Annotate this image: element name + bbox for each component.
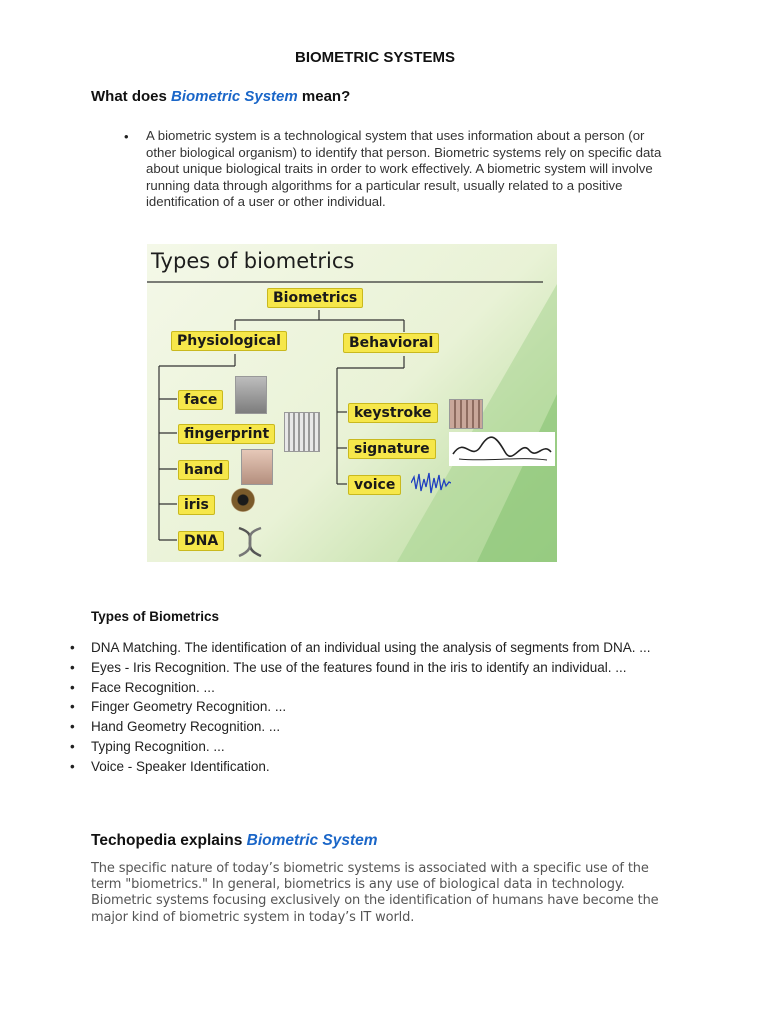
bullet-icon: •	[70, 738, 75, 754]
label-hand: hand	[178, 460, 229, 480]
question-heading	[91, 88, 350, 105]
list-item: • Eyes - Iris Recognition. The use of the features found in the iris to identify an individual. ...	[70, 658, 710, 678]
signature-image-icon	[449, 432, 555, 466]
bullet-icon: •	[70, 679, 75, 695]
label-dna: DNA	[178, 531, 224, 551]
list-item: • Face Recognition. ...	[70, 678, 710, 698]
label-keystroke: keystroke	[348, 403, 438, 423]
intro-paragraph: A biometric system is a technological system that uses information about a person (or other biological organism) to identify that person. Biometric systems rely on specific data about unique biological traits in order to work effectively. A biometric system will involve running data through algorithms for a particular result, usually related to a positive identification of a user or other individual.	[146, 128, 662, 209]
label-behavioral: Behavioral	[343, 333, 439, 353]
label-signature: signature	[348, 439, 436, 459]
label-fingerprint: fingerprint	[178, 424, 275, 444]
bullet-icon: •	[70, 659, 75, 675]
list-item: • Typing Recognition. ...	[70, 737, 710, 757]
techopedia-highlight-link[interactable]: Biometric System	[246, 832, 378, 849]
bullet-icon: •	[70, 719, 75, 735]
dna-helix-icon	[233, 524, 267, 558]
techopedia-prefix: Techopedia explains	[91, 832, 247, 849]
page-title: BIOMETRIC SYSTEMS	[294, 49, 455, 66]
explain-paragraph: The specific nature of today’s biometric systems is associated with a specific use of the term "biometrics." In general, biometrics is any use of biological data in technology. Biometric systems focusing exclusively on the identification of humans have become the major kind of biometric system in today’s IT world.	[91, 861, 659, 925]
intro-bullet-icon: •	[124, 129, 129, 144]
list-item: • Hand Geometry Recognition. ...	[70, 717, 710, 737]
question-prefix: What does	[91, 88, 172, 105]
bullet-icon: •	[70, 758, 75, 774]
question-highlight-link[interactable]: Biometric System	[171, 88, 298, 105]
list-item: • Finger Geometry Recognition. ...	[70, 697, 710, 717]
bullet-icon: •	[70, 699, 75, 715]
list-item: • Voice - Speaker Identification.	[70, 757, 710, 777]
types-heading: Types of Biometrics	[91, 609, 220, 624]
fingerprint-photo-icon	[284, 412, 320, 452]
iris-photo-icon	[231, 488, 255, 512]
label-voice: voice	[348, 475, 401, 495]
biometrics-figure	[147, 244, 557, 562]
list-item: • DNA Matching. The identification of an individual using the analysis of segments from DNA. ...	[70, 638, 710, 658]
label-biometrics: Biometrics	[267, 288, 363, 308]
keystroke-photo-icon	[449, 399, 483, 429]
label-face: face	[178, 390, 223, 410]
label-iris: iris	[178, 495, 215, 515]
voice-waveform-icon	[411, 471, 451, 495]
label-physiological: Physiological	[171, 331, 287, 351]
face-photo-icon	[235, 376, 267, 414]
figure-title: Types of biometrics	[151, 249, 355, 273]
techopedia-heading	[91, 832, 378, 850]
question-suffix: mean?	[297, 88, 351, 105]
types-list	[70, 638, 710, 777]
hand-photo-icon	[241, 449, 273, 485]
bullet-icon: •	[70, 640, 75, 655]
